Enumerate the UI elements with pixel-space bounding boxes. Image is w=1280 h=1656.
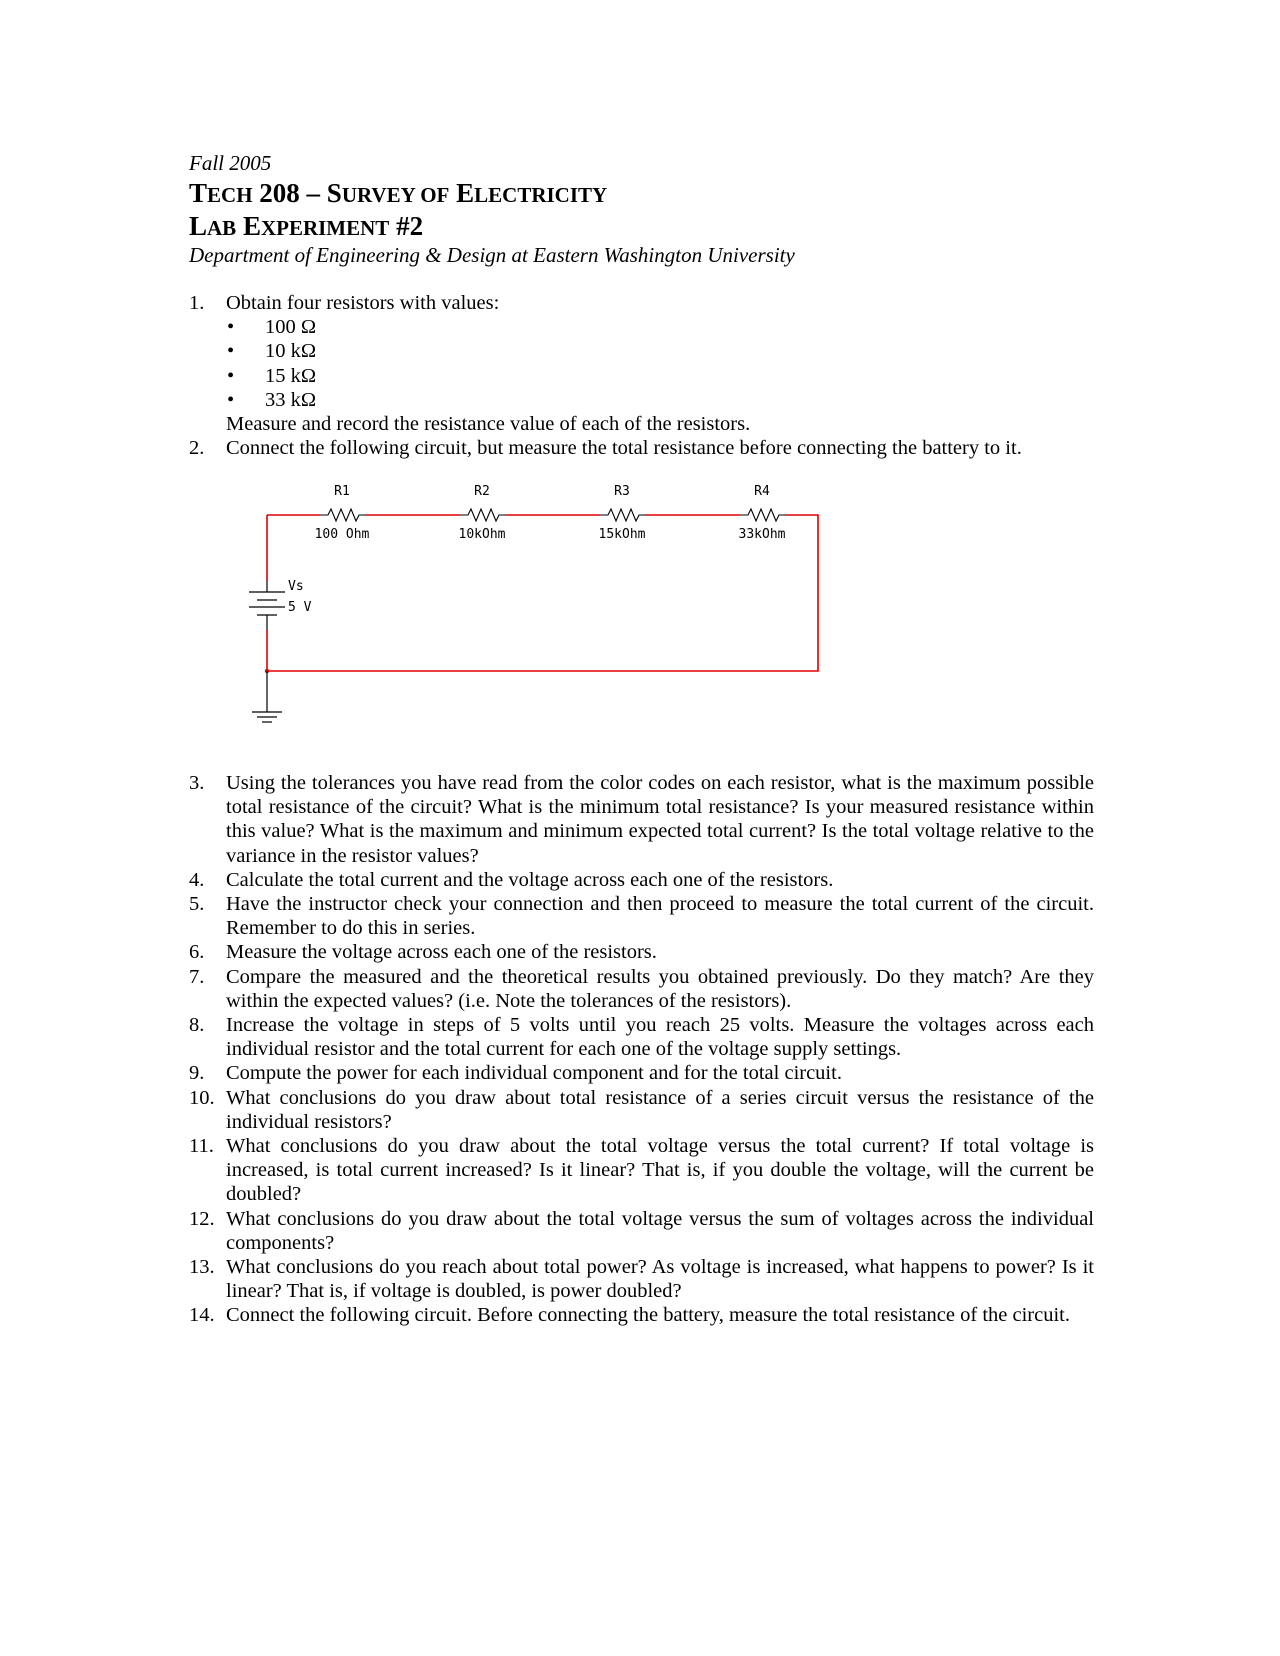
resistor-r3 <box>599 484 646 542</box>
step-text: Using the tolerances you have read from the color codes on each resistor, what is the maximum possible total resistance of the circuit? What is the minimum total resistance? Is your measured resistance within this value? What is the maximum and minimum expected total current? Is the total voltage relative to the variance in the resistor values? <box>226 772 1094 867</box>
step-13 <box>189 1255 1094 1303</box>
step-number: 6. <box>189 941 205 964</box>
battery-vs <box>249 579 312 630</box>
step-text: What conclusions do you draw about total resistance of a series circuit versus the resistance of the individual resistors? <box>226 1086 1094 1133</box>
step-1 <box>189 291 1094 436</box>
step-text: What conclusions do you reach about total power? As voltage is increased, what happens to power? Is it linear? That is, if voltage is doubled, is power doubled? <box>226 1256 1094 1303</box>
bullet-icon: • <box>227 388 235 411</box>
step-11 <box>189 1134 1094 1207</box>
resistor-name: R2 <box>474 484 490 499</box>
bullet-icon: • <box>227 364 235 387</box>
step-text: Obtain four resistors with values: <box>226 292 500 314</box>
step-text: Compare the measured and the theoretical results you obtained previously. Do they match? Are they within the expected values? (i.e. Note the tolerances of the resistors). <box>226 965 1094 1012</box>
step-10 <box>189 1086 1094 1134</box>
step-number: 3. <box>189 772 205 794</box>
step-text: Connect the following circuit. Before connecting the battery, measure the total resistance of the circuit. <box>226 1304 1070 1327</box>
step-number: 5. <box>189 893 205 916</box>
step-12 <box>189 1207 1094 1255</box>
step-5 <box>189 892 1094 940</box>
source-name: Vs <box>288 579 304 594</box>
step-6 <box>189 940 1094 964</box>
step-8 <box>189 1013 1094 1061</box>
step-number: 12. <box>189 1207 215 1230</box>
step-number: 7. <box>189 965 205 988</box>
list-item: • 10 kΩ <box>227 340 317 363</box>
list-item: • 33 kΩ <box>227 388 317 411</box>
bullet-icon: • <box>227 340 235 363</box>
step-number: 8. <box>189 1014 205 1037</box>
resistor-value: 33kOhm <box>738 527 786 542</box>
step-number: 10. <box>189 1086 215 1109</box>
resistor-name: R3 <box>614 484 630 499</box>
semester-label: Fall 2005 <box>189 151 272 175</box>
step-number: 13. <box>189 1256 215 1279</box>
step-14 <box>189 1303 1094 1327</box>
step-number: 11. <box>189 1135 214 1158</box>
source-value: 5 V <box>288 600 312 615</box>
resistor-r1 <box>315 484 370 542</box>
step-text-after: Measure and record the resistance value of each of the resistors. <box>226 413 751 436</box>
resistor-r2 <box>459 484 506 542</box>
list-item: • 15 kΩ <box>227 364 317 387</box>
resistor-name: R1 <box>334 484 350 499</box>
list-item: • 100 Ω <box>227 316 317 339</box>
step-text: Have the instructor check your connection and then proceed to measure the total current of the circuit. Remember to do this in series. <box>226 893 1094 940</box>
step-text: Measure the voltage across each one of the resistors. <box>226 941 657 964</box>
step-number: 9. <box>189 1062 205 1085</box>
resistor-r4 <box>739 484 786 542</box>
step-7 <box>189 965 1094 1013</box>
step-4 <box>189 868 1094 892</box>
steps-list-part2 <box>189 771 1094 1328</box>
step-number: 2. <box>189 437 205 460</box>
step-2 <box>189 436 1094 460</box>
steps-list-part1 <box>189 291 1094 460</box>
resistor-value: 100 Ohm <box>314 527 370 542</box>
ground-icon <box>252 671 282 722</box>
step-text: Calculate the total current and the voltage across each one of the resistors. <box>226 868 834 891</box>
resistor-name: R4 <box>754 484 770 499</box>
step-text: What conclusions do you draw about the total voltage versus the total current? If total voltage is increased, is total current increased? Is it linear? That is, if you double the voltage, will the current be doubled? <box>226 1135 1094 1206</box>
step-9 <box>189 1061 1094 1085</box>
series-circuit-diagram <box>230 470 830 740</box>
resistor-value: 15kOhm <box>598 527 646 542</box>
resistor-values-list <box>226 315 1094 412</box>
step-text: What conclusions do you draw about the total voltage versus the sum of voltages across the individual components? <box>226 1207 1094 1254</box>
step-3 <box>189 771 1094 868</box>
step-number: 4. <box>189 868 205 891</box>
course-title: TECH 208 – SURVEY OF ELECTRICITY <box>189 178 608 208</box>
step-number: 14. <box>189 1304 215 1327</box>
department-subtitle: Department of Engineering & Design at Eastern Washington University <box>189 243 795 267</box>
step-text: Compute the power for each individual component and for the total circuit. <box>226 1062 842 1085</box>
step-number: 1. <box>189 292 205 314</box>
step-text: Connect the following circuit, but measure the total resistance before connecting the battery to it. <box>226 437 1022 460</box>
lab-title: LAB EXPERIMENT #2 <box>189 211 424 241</box>
step-text: Increase the voltage in steps of 5 volts until you reach 25 volts. Measure the voltages across each individual resistor and the total current for each one of the voltage supply settings. <box>226 1014 1094 1061</box>
resistor-value: 10kOhm <box>458 527 506 542</box>
bullet-icon: • <box>227 316 235 339</box>
